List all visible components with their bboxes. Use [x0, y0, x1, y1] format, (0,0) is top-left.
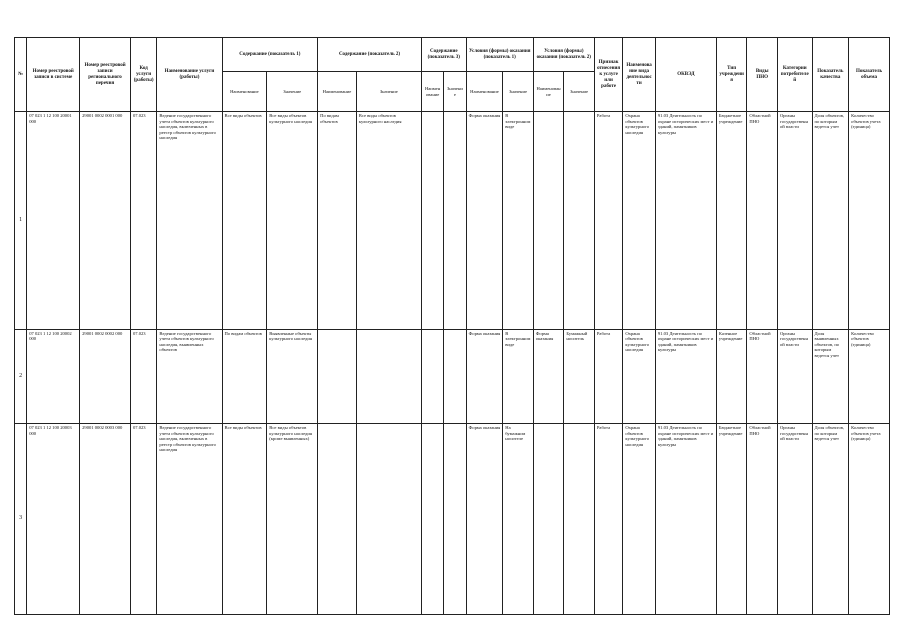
- content3-name: [421, 329, 443, 423]
- header-cond2: Условия (формы) оказания (показатель 2): [533, 38, 594, 72]
- content1-value: Все виды объектов культурного наследия: [267, 112, 318, 330]
- types-pd: Областной ПНО: [747, 424, 778, 615]
- table-row: [15, 424, 890, 615]
- volume-indicator: Количество объектов учета (единица): [849, 112, 890, 330]
- cond1-value: В электронном виде: [503, 112, 534, 330]
- content3-value: [444, 424, 466, 615]
- sign: Работа: [594, 329, 622, 423]
- header-c3-value: Значение: [444, 72, 466, 112]
- content3-name: [421, 112, 443, 330]
- header-service-name: Наименование услуги (работы): [157, 38, 222, 112]
- header-institution-type: Тип учреждения: [716, 38, 747, 112]
- okved: 91.03 Деятельность по охране исторических мест и зданий, памятников культуры: [655, 112, 716, 330]
- institution-type: Бюджетное учреждение: [716, 424, 747, 615]
- cond2-name: Форма оказания: [533, 329, 564, 423]
- types-pd: Областной ПНО: [747, 112, 778, 330]
- header-types-pd: Виды ПНО: [747, 38, 778, 112]
- volume-indicator: Количество объектов (единица): [849, 329, 890, 423]
- cond2-name: [533, 112, 564, 330]
- service-code: 07.023: [130, 112, 156, 330]
- registry-number: 07 023 1 12 100 20003 000: [27, 424, 80, 615]
- header-u1-name: Наименование: [466, 72, 503, 112]
- quality-indicator: Доля выявленных объектов, по которым ведется учет: [812, 329, 849, 423]
- service-name: Ведение государственного учета объектов культурного наследия, включенных в реестр объектов культурного наследия: [157, 424, 222, 615]
- cond1-name: Форма оказания: [466, 112, 503, 330]
- volume-indicator: Количество объектов учета (единица): [849, 424, 890, 615]
- regional-number: 29001 0002 0002 000: [80, 329, 131, 423]
- header-regional-number: Номер реестровой записи регионального перечня: [80, 38, 131, 112]
- header-cond1: Условия (формы) оказания (показатель 1): [466, 38, 533, 72]
- header-category: Категории потребителей: [777, 38, 812, 112]
- header-u1-value: Значение: [503, 72, 534, 112]
- content2-value: Все виды объектов культурного наследия: [356, 112, 421, 330]
- content1-name: Все виды объектов: [222, 112, 267, 330]
- cond1-value: На бумажном носителе: [503, 424, 534, 615]
- table-row: [15, 112, 890, 330]
- consumer-category: Органы государственной власти: [777, 424, 812, 615]
- content1-value: Выявленные объекты культурного наследия: [267, 329, 318, 423]
- header-content1: Содержание (показатель 1): [222, 38, 318, 72]
- content2-name: [318, 329, 357, 423]
- registry-table: [14, 37, 890, 615]
- header-c2-value: Значение: [356, 72, 421, 112]
- header-quality: Показатель качества: [812, 38, 849, 112]
- cond2-name: [533, 424, 564, 615]
- header-c1-value: Значение: [267, 72, 318, 112]
- header-no: №: [15, 38, 27, 112]
- content2-name: [318, 424, 357, 615]
- table-header-row: [15, 38, 890, 72]
- header-c2-name: Наименование: [318, 72, 357, 112]
- service-code: 07.023: [130, 424, 156, 615]
- okved: 91.03 Деятельность по охране исторических мест и зданий, памятников культуры: [655, 329, 716, 423]
- content3-name: [421, 424, 443, 615]
- header-volume: Показатель объема: [849, 38, 890, 112]
- table-row: [15, 329, 890, 423]
- header-c3-name: Наименование: [421, 72, 443, 112]
- content1-value: Все виды объектов культурного наследия (кроме выявленных): [267, 424, 318, 615]
- header-u2-name: Наименование: [533, 72, 564, 112]
- header-okved: ОКВЭД: [655, 38, 716, 112]
- cond1-name: Форма оказания: [466, 329, 503, 423]
- institution-type: Казенное учреждение: [716, 329, 747, 423]
- activity-type: Охрана объектов культурного наследия: [623, 424, 656, 615]
- service-name: Ведение государственного учета объектов культурного наследия, включенных в реестр объектов культурного наследия: [157, 112, 222, 330]
- header-activity: Наименование вида деятельности: [623, 38, 656, 112]
- header-content2: Содержание (показатель 2): [318, 38, 422, 72]
- header-c1-name: Наименование: [222, 72, 267, 112]
- regional-number: 29001 0002 0001 000: [80, 112, 131, 330]
- service-code: 07.023: [130, 329, 156, 423]
- activity-type: Охрана объектов культурного наследия: [623, 112, 656, 330]
- quality-indicator: Доля объектов, по которым ведется учет: [812, 424, 849, 615]
- consumer-category: Органы государственной власти: [777, 112, 812, 330]
- content2-name: По видам объектов: [318, 112, 357, 330]
- service-name: Ведение государственного учета объектов культурного наследия, выявленных объектов: [157, 329, 222, 423]
- institution-type: Бюджетное учреждение: [716, 112, 747, 330]
- activity-type: Охрана объектов культурного наследия: [623, 329, 656, 423]
- row-number: 3: [15, 424, 27, 615]
- content1-name: Все виды объектов: [222, 424, 267, 615]
- cond2-value: [564, 112, 595, 330]
- content1-name: По видам объектов: [222, 329, 267, 423]
- header-u2-value: Значение: [564, 72, 595, 112]
- cond2-value: [564, 424, 595, 615]
- header-content3: Содержание (показатель 3): [421, 38, 466, 72]
- cond1-name: Форма оказания: [466, 424, 503, 615]
- content2-value: [356, 424, 421, 615]
- content2-value: [356, 329, 421, 423]
- row-number: 2: [15, 329, 27, 423]
- quality-indicator: Доля объектов, по которым ведется учет: [812, 112, 849, 330]
- content3-value: [444, 112, 466, 330]
- cond2-value: Бумажный носитель: [564, 329, 595, 423]
- registry-number: 07 023 1 12 100 20001 000: [27, 112, 80, 330]
- row-number: 1: [15, 112, 27, 330]
- sign: Работа: [594, 112, 622, 330]
- content3-value: [444, 329, 466, 423]
- types-pd: Областной ПНО: [747, 329, 778, 423]
- okved: 91.03 Деятельность по охране исторических мест и зданий, памятников культуры: [655, 424, 716, 615]
- header-sign: Признак отнесения к услуге или работе: [594, 38, 622, 112]
- header-registry-number: Номер реестровой записи в системе: [27, 38, 80, 112]
- cond1-value: В электронном виде: [503, 329, 534, 423]
- sign: Работа: [594, 424, 622, 615]
- header-service-code: Код услуги (работы): [130, 38, 156, 112]
- registry-number: 07 023 1 12 100 20002 000: [27, 329, 80, 423]
- regional-number: 29001 0002 0003 000: [80, 424, 131, 615]
- consumer-category: Органы государственной власти: [777, 329, 812, 423]
